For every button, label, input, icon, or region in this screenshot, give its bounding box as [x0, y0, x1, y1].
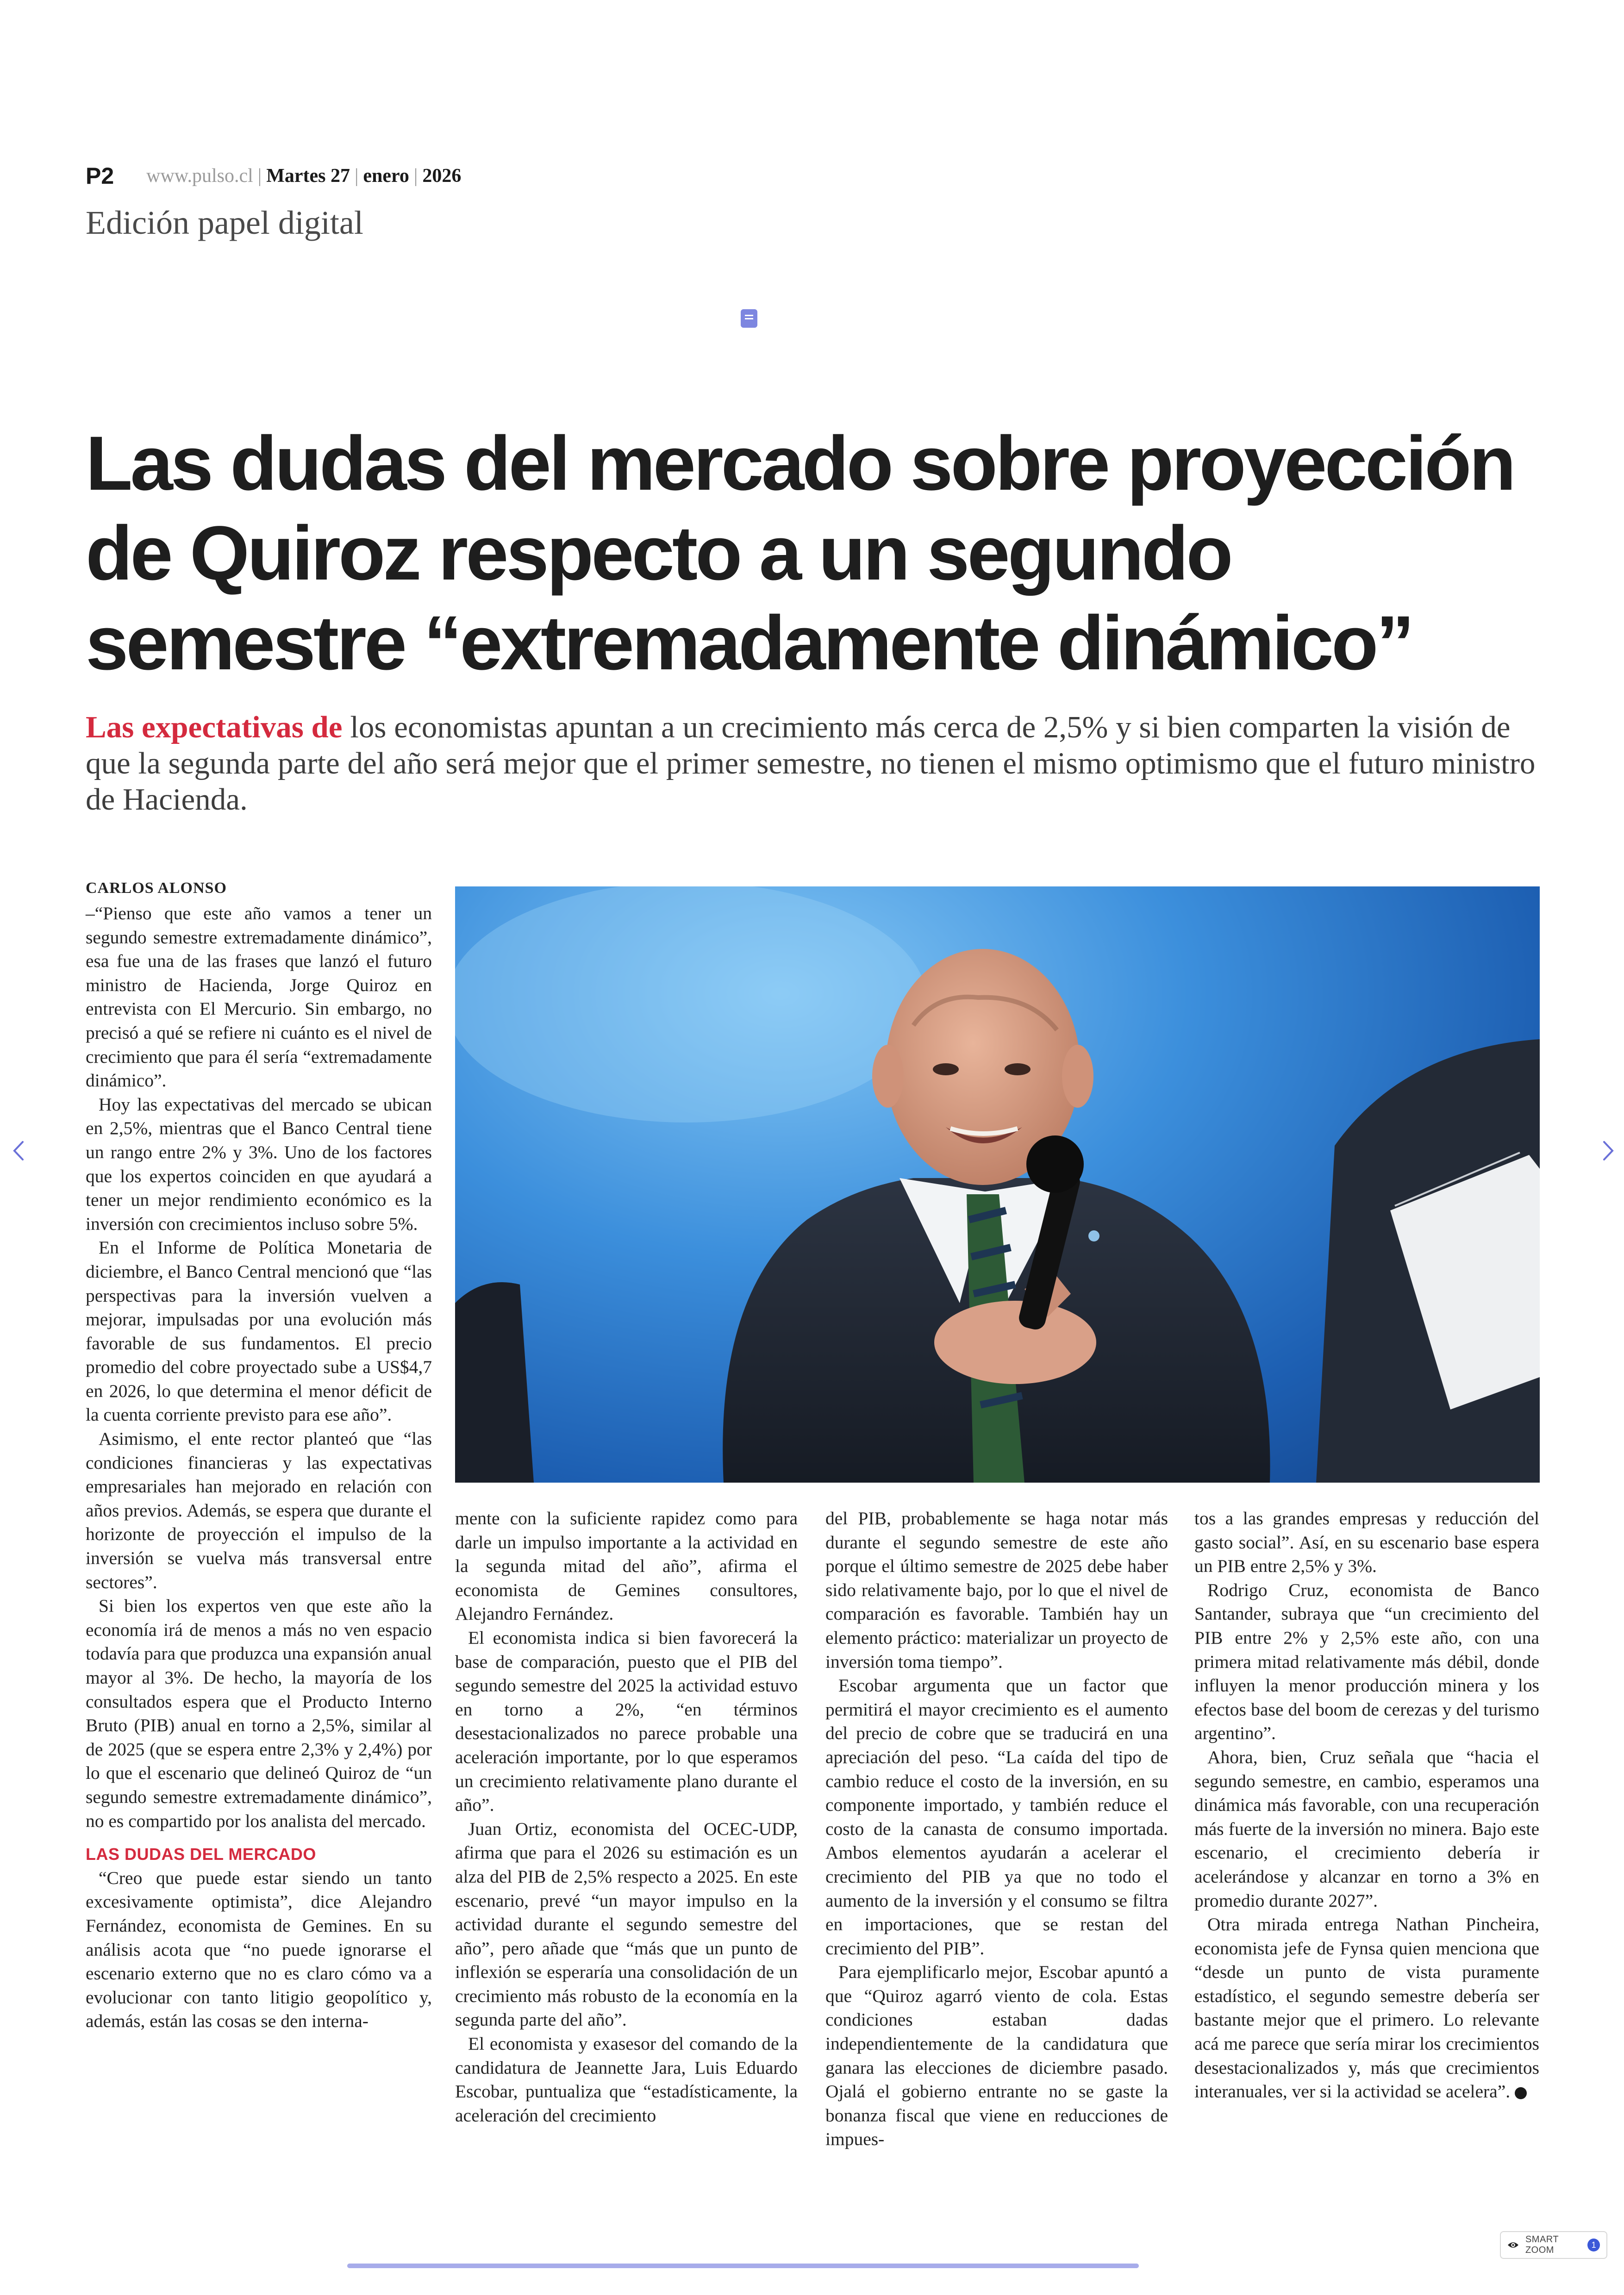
body-paragraph: Si bien los expertos ven que este año la economía irá de menos a más no ven espacio todavía para que produzca una expansión anual mayor al 3%. De hecho, la mayoría de los consultados espera que el Producto Interno Bruto (PIB) anual en torno a 2,5%, similar al de 2025 (que se espera entre 2,3% y 2,4%) por lo que el escenario que delineó Quiroz de “un segundo semestre extremadamente dinámico”, no es compartido por los analista del mercado. — [86, 1596, 432, 1831]
annotation-marker-icon[interactable] — [741, 309, 757, 328]
article-column-3 — [825, 1507, 1168, 2152]
edition-label: Edición papel digital — [86, 204, 363, 241]
header-month: enero — [363, 165, 409, 187]
page-header — [86, 160, 461, 192]
body-paragraph-text: Otra mirada entrega Nathan Pincheira, economista jefe de Fynsa quien menciona que “desde un punto de vista puramente estadístico, el segundo semestre debería ser bastante mejor que el primero. Lo relevante acá me parece que sería mirar los crecimientos desestacionalizados y, más que crecimientos interanuales, ver si la actividad se acelera”. — [1194, 1914, 1539, 2102]
smart-zoom-label: SMART ZOOM — [1525, 2234, 1559, 2255]
next-page-button[interactable] — [1598, 1138, 1618, 1164]
body-paragraph: Para ejemplificarlo mejor, Escobar apuntó a que “Quiroz agarró viento de cola. Estas condiciones estaban dadas independientemente de la candidatura que ganara las elecciones de diciembre pasado. Ojalá el gobierno entrante no se gaste la bonanza fiscal que viene en reducciones de impues- — [825, 1962, 1168, 2150]
page-number: P2 — [86, 163, 114, 189]
site-url[interactable]: www.pulso.cl — [146, 165, 253, 187]
article-column-2 — [455, 1507, 798, 2127]
article-deck — [86, 709, 1553, 817]
smart-zoom-count-badge: 1 — [1587, 2239, 1600, 2251]
deck-text: los economistas apuntan a un crecimiento más cerca de 2,5% y si bien comparten la visión de que la segunda parte del año será mejor que el primer semestre, no tienen el mismo optimismo que el futuro ministro de Hacienda. — [86, 710, 1536, 817]
article-column-4 — [1194, 1507, 1539, 2104]
end-of-article-icon — [1515, 2087, 1527, 2099]
header-separator: | — [354, 165, 359, 187]
previous-page-button[interactable] — [8, 1138, 29, 1164]
page-scrollbar[interactable] — [347, 2264, 1139, 2268]
article-photo — [455, 886, 1540, 1483]
body-paragraph: Asimismo, el ente rector planteó que “las condiciones financieras y las expectativas empresariales han mejorado en relación con años previos. Además, se espera que durante el horizonte de proyección el impulso de la inversión se vuelva más transversal entre sectores”. — [86, 1428, 432, 1592]
header-separator: | — [257, 165, 262, 187]
scrollbar-thumb[interactable] — [347, 2264, 1139, 2268]
header-year: 2026 — [422, 165, 462, 187]
body-paragraph: del PIB, probablemente se haga notar más durante el segundo semestre de este año porque el último semestre de 2025 debe haber sido relativamente bajo, por lo que el nivel de comparación es favorable. También hay un elemento práctico: materializar un proyecto de inversión toma tiempo”. — [825, 1508, 1168, 1672]
section-spacer — [86, 1833, 432, 1842]
header-separator: | — [413, 165, 418, 187]
body-paragraph: Rodrigo Cruz, economista de Banco Santander, subraya que “un crecimiento del PIB entre 2% y 2,5% este año, con una primera mitad relativamente más débil, donde influyen la menor producción minera y los efectos base del boom de cerezas y del turismo argentino”. — [1194, 1579, 1539, 1744]
deck-lead: Las expectativas de — [86, 710, 343, 744]
eye-icon — [1507, 2241, 1519, 2249]
body-paragraph: El economista indica si bien favorecerá la base de comparación, puesto que el PIB del segundo semestre del 2025 la actividad estuvo en torno a 2%, “en términos desestacionalizados no parece probable una aceleración importante, por lo que esperamos un crecimiento relativamente plano durante el año”. — [455, 1627, 798, 1815]
header-date: Martes 27 — [266, 165, 350, 187]
section-subhead: LAS DUDAS DEL MERCADO — [86, 1845, 316, 1864]
portrait-illustration — [455, 886, 1540, 1483]
body-paragraph: tos a las grandes empresas y reducción del gasto social”. Así, en su escenario base espera un PIB entre 2,5% y 3%. — [1194, 1508, 1539, 1577]
body-paragraph: Juan Ortiz, economista del OCEC-UDP, afirma que para el 2026 su estimación es un alza del PIB de 2,5% respecto a 2025. En este escenario, prevé “un mayor impulso en la actividad durante el segundo semestre del año”, pero añade que “más que un punto de inflexión se esperaría una consolidación de un crecimiento más robusto de la economía en la segunda parte del año”. — [455, 1818, 798, 2030]
body-paragraph: Hoy las expectativas del mercado se ubican en 2,5%, mientras que el Banco Central tiene un rango entre 2% y 3%. Uno de los factores que los expertos coinciden en que ayudará a tener un mejor rendimiento económico es la inversión con crecimientos incluso sobre 5%. — [86, 1094, 432, 1234]
body-paragraph: –“Pienso que este año vamos a tener un segundo semestre extremadamente dinámico”, esa fue una de las frases que lanzó el futuro ministro de Hacienda, Jorge Quiroz en entrevista con El Mercurio. Sin embargo, no precisó a qué se refiere ni cuánto es el nivel de crecimiento que para él sería “extremadamente dinámico”. — [86, 903, 432, 1091]
smart-zoom-button[interactable] — [1500, 2231, 1607, 2259]
body-paragraph: Escobar argumenta que un factor que permitirá el mayor crecimiento es el aumento del precio de cobre que se traducirá en una apreciación del peso. “La caída del tipo de cambio reduce el costo de la inversión, en su componente importado, y también reduce el costo de la canasta de consumo importada. Ambos elementos ayudarán a acelerar el crecimiento del PIB ya que no todo el aumento de la inversión y el consumo se filtra en importaciones, que se restan del crecimiento del PIB”. — [825, 1675, 1168, 1958]
body-paragraph: “Creo que puede estar siendo un tanto excesivamente optimista”, dice Alejandro Fernández, economista de Gemines. En su análisis acota que “no puede ignorarse el escenario externo que no es claro cómo va a evolucionar con tanto litigio geopolítico y, además, están las cosas se den interna- — [86, 1867, 432, 2032]
body-paragraph: En el Informe de Política Monetaria de diciembre, el Banco Central mencionó que “las perspectivas para la inversión vuelven a mejorar, impulsadas por una evolución más favorable de sus fundamentos. El precio promedio del cobre proyectado sube a US$4,7 en 2026, lo que determina el menor déficit de la cuenta corriente previsto para ese año”. — [86, 1237, 432, 1425]
chevron-left-icon — [12, 1140, 25, 1161]
body-paragraph — [1194, 1913, 1539, 2104]
chevron-right-icon — [1601, 1140, 1615, 1161]
body-paragraph: Ahora, bien, Cruz señala que “hacia el segundo semestre, en cambio, esperamos una dinámica más favorable, con una recuperación más fuerte de la inversión no minera. Bajo este escenario, el crecimiento debería ir acelerándose y alcanzar en torno a 3% en promedio durante 2027”. — [1194, 1746, 1539, 1911]
article-column-1 — [86, 902, 432, 2033]
byline: CARLOS ALONSO — [86, 879, 227, 897]
body-paragraph: mente con la suficiente rapidez como para darle un impulso importante a la actividad en la segunda mitad del año”, afirma el economista de Gemines consultores, Alejandro Fernández. — [455, 1508, 798, 1624]
body-paragraph: El economista y exasesor del comando de la candidatura de Jeannette Jara, Luis Eduardo Escobar, puntualiza que “estadísticamente, la aceleración del crecimiento — [455, 2033, 798, 2126]
article-headline: Las dudas del mercado sobre proyección de Quiroz respecto a un segundo semestre “extremadamente dinámico” — [86, 421, 1514, 686]
